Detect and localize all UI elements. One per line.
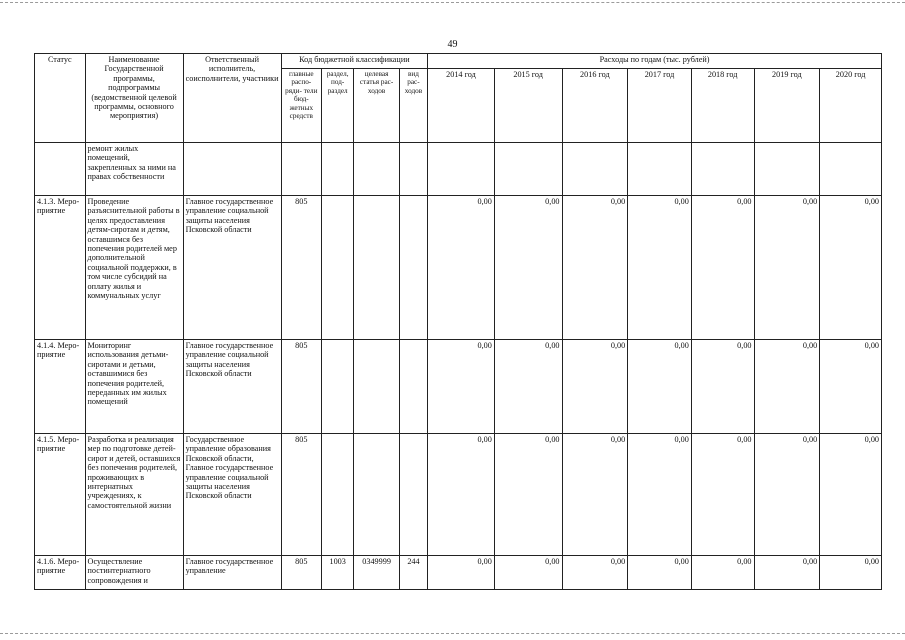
row-value-2020: 0,00 [820,556,882,590]
row-value-2016 [562,143,628,196]
header-status: Статус [35,54,86,143]
table-row [35,434,882,556]
row-responsible: Главное государственное управление социальной защиты населения Псковской области [183,340,281,434]
table-row [35,556,882,590]
row-code-section [322,196,354,340]
row-code-section: 1003 [322,556,354,590]
row-value-2019: 0,00 [754,434,820,556]
table-row [35,340,882,434]
row-value-2015: 0,00 [494,340,562,434]
row-value-2016: 0,00 [562,434,628,556]
row-value-2020: 0,00 [820,196,882,340]
row-value-2015 [494,143,562,196]
row-value-2018: 0,00 [691,340,754,434]
scan-edge-bottom [0,633,905,634]
header-year-2018: 2018 год [691,69,754,143]
row-name: Мониторинг использования детьми-сиротами и детьми, оставшимися без попечения родителей, переданных им жилых помещений [85,340,183,434]
row-code-main-manager [281,143,321,196]
row-code-main-manager: 805 [281,434,321,556]
header-code-expense-type: вид рас- ходов [399,69,427,143]
header-responsible: Ответственный исполнитель, соисполнители, участники [183,54,281,143]
row-value-2018 [691,143,754,196]
header-year-2019: 2019 год [754,69,820,143]
row-code-target-article: 0349999 [354,556,399,590]
row-name: Осуществление постинтернатного сопровождения и [85,556,183,590]
row-value-2015: 0,00 [494,434,562,556]
header-code-target-article: целевая статья рас- ходов [354,69,399,143]
row-responsible: Главное государственное управление социальной защиты населения Псковской области [183,196,281,340]
row-value-2019: 0,00 [754,196,820,340]
row-code-expense-type [399,196,427,340]
row-status: 4.1.6. Меро- приятие [35,556,86,590]
row-value-2019: 0,00 [754,340,820,434]
header-code-main-manager: главные распо- ряди- тели бюд- жетных средств [281,69,321,143]
row-value-2014: 0,00 [428,340,495,434]
row-code-expense-type [399,340,427,434]
row-status: 4.1.3. Меро- приятие [35,196,86,340]
row-value-2014: 0,00 [428,434,495,556]
header-budget-codes: Код бюджетной классификации [281,54,428,69]
row-name: Разработка и реализация мер по подготовке детей-сирот и детей, оставшихся без попечения родителей, проживающих в интернатных учреждениях, к самостоятельной жизни [85,434,183,556]
header-name: Наименование Государственной программы, подпрограммы (ведомственной целевой программы, основного мероприятия) [85,54,183,143]
row-status: 4.1.5. Меро- приятие [35,434,86,556]
row-value-2020: 0,00 [820,434,882,556]
row-value-2017: 0,00 [628,434,692,556]
row-value-2015: 0,00 [494,556,562,590]
header-code-section: раздел, под- раздел [322,69,354,143]
row-value-2017: 0,00 [628,556,692,590]
row-value-2018: 0,00 [691,556,754,590]
row-value-2016: 0,00 [562,196,628,340]
row-code-section [322,340,354,434]
row-value-2017: 0,00 [628,196,692,340]
row-name: ремонт жилых помещений, закрепленных за ними на правах собственности [85,143,183,196]
row-code-target-article [354,340,399,434]
header-year-2020: 2020 год [820,69,882,143]
row-code-main-manager: 805 [281,556,321,590]
header-year-2015: 2015 год [494,69,562,143]
row-value-2018: 0,00 [691,434,754,556]
row-code-section [322,434,354,556]
row-value-2020: 0,00 [820,340,882,434]
row-code-target-article [354,143,399,196]
row-name: Проведение разъяснительной работы в целях предоставления детям-сиротам и детям, оставшимся без попечения родителей мер дополнительной социальной поддержки, в том числе субсидий на оплату жилья и коммунальных услуг [85,196,183,340]
row-value-2014: 0,00 [428,196,495,340]
budget-table [34,53,882,590]
table-row [35,143,882,196]
table-row [35,196,882,340]
row-value-2018: 0,00 [691,196,754,340]
header-year-2016: 2016 год [562,69,628,143]
row-value-2016: 0,00 [562,556,628,590]
row-responsible: Государственное управление образования Псковской области, Главное государственное управление социальной защиты населения Псковской области [183,434,281,556]
header-year-2014: 2014 год [428,69,495,143]
row-value-2017: 0,00 [628,340,692,434]
row-responsible: Главное государственное управление [183,556,281,590]
page-number: 49 [447,39,458,50]
row-code-expense-type [399,434,427,556]
row-value-2014 [428,143,495,196]
row-code-target-article [354,434,399,556]
scan-edge-top [0,2,905,3]
row-status: 4.1.4. Меро- приятие [35,340,86,434]
row-value-2014: 0,00 [428,556,495,590]
table-body [35,143,882,590]
row-responsible [183,143,281,196]
row-value-2016: 0,00 [562,340,628,434]
row-code-target-article [354,196,399,340]
table-header [35,54,882,143]
header-year-2017: 2017 год [628,69,692,143]
row-value-2020 [820,143,882,196]
row-value-2017 [628,143,692,196]
row-value-2019 [754,143,820,196]
row-code-expense-type [399,143,427,196]
row-code-expense-type: 244 [399,556,427,590]
row-code-main-manager: 805 [281,196,321,340]
row-code-section [322,143,354,196]
row-status [35,143,86,196]
row-value-2019: 0,00 [754,556,820,590]
row-value-2015: 0,00 [494,196,562,340]
row-code-main-manager: 805 [281,340,321,434]
header-expenses: Расходы по годам (тыс. рублей) [428,54,882,69]
